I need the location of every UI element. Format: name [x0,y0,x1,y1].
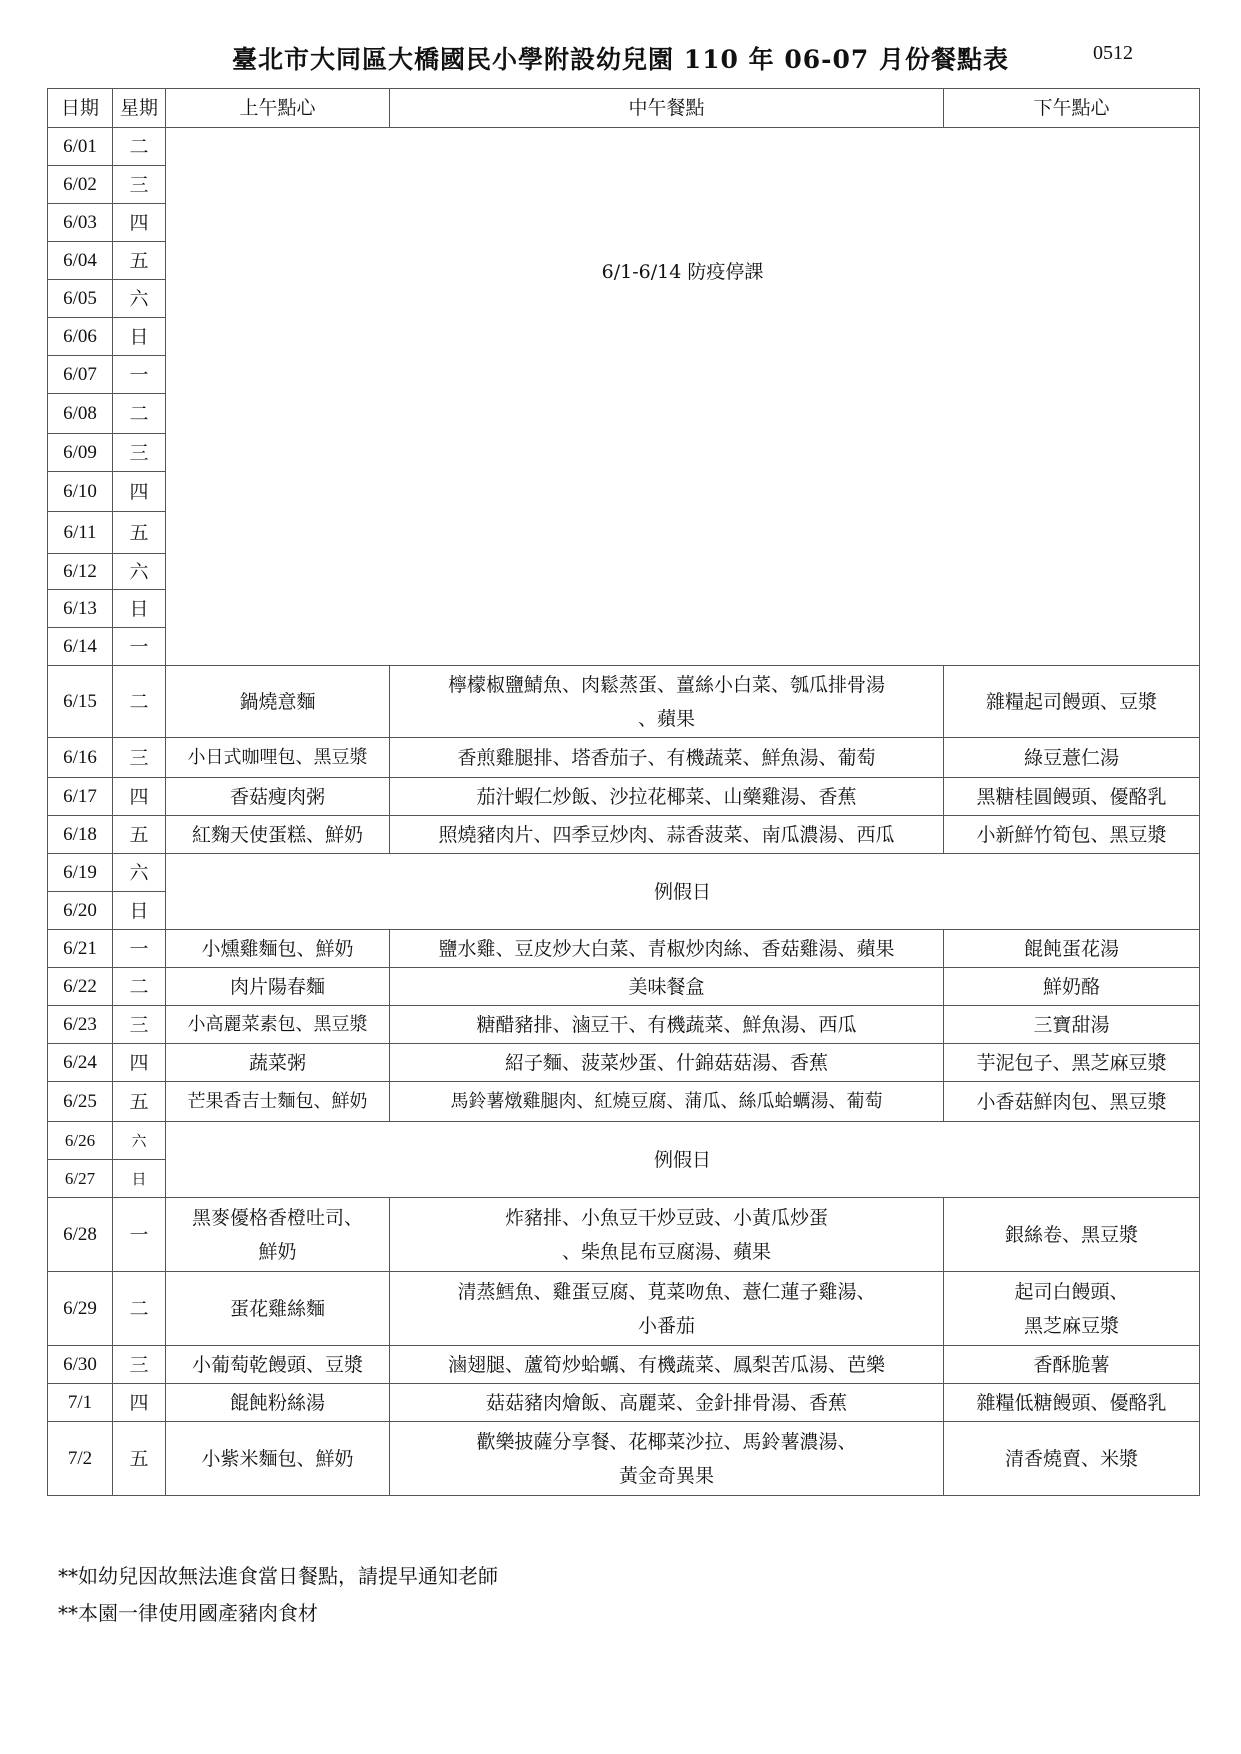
morning-snack-cell: 餛飩粉絲湯 [166,1384,390,1422]
table-row [48,1346,1200,1384]
document-code: 0512 [1093,42,1133,64]
table-row [48,1422,1200,1496]
afternoon-snack-cell: 雜糧低糖饅頭、優酪乳 [944,1384,1200,1422]
date-cell: 6/26 [48,1122,113,1160]
date-cell: 6/16 [48,738,113,778]
note-advance-notice: **如幼兒因故無法進食當日餐點，請提早通知老師 [58,1564,498,1588]
lunch-line: 炸豬排、小魚豆干炒豆豉、小黃瓜炒蛋 [504,1206,828,1229]
weekday-cell: 二 [113,128,166,166]
table-row [48,128,1200,166]
weekday-cell: 四 [113,778,166,816]
morning-snack-cell: 小燻雞麵包、鮮奶 [166,930,390,968]
morning-snack-cell [166,1198,390,1272]
morning-snack-cell: 肉片陽春麵 [166,968,390,1006]
weekday-cell: 日 [113,590,166,628]
afternoon-snack-cell: 黑糖桂圓饅頭、優酪乳 [944,778,1200,816]
header-weekday: 星期 [113,89,166,128]
lunch-cell [390,666,944,738]
weekday-cell: 一 [113,930,166,968]
weekday-cell: 一 [113,628,166,666]
date-cell: 7/1 [48,1384,113,1422]
closure-notice: 6/1-6/14 防疫停課 [166,128,1200,666]
date-cell: 6/17 [48,778,113,816]
table-row [48,968,1200,1006]
weekday-cell: 一 [113,1198,166,1272]
header-morning-snack: 上午點心 [166,89,390,128]
date-cell: 6/09 [48,434,113,472]
table-row [48,816,1200,854]
table-row [48,738,1200,778]
lunch-cell [390,1198,944,1272]
lunch-line: 、柴魚昆布豆腐湯、蘋果 [561,1240,771,1263]
morning-snack-cell: 蔬菜粥 [166,1044,390,1082]
lunch-cell: 香煎雞腿排、塔香茄子、有機蔬菜、鮮魚湯、葡萄 [390,738,944,778]
holiday-cell: 例假日 [166,854,1200,930]
afternoon-snack-cell: 鮮奶酪 [944,968,1200,1006]
weekday-cell: 二 [113,1272,166,1346]
afternoon-snack-cell [944,1272,1200,1346]
morning-snack-cell: 紅麴天使蛋糕、鮮奶 [166,816,390,854]
header-row [48,89,1200,128]
afternoon-snack-cell: 三寶甜湯 [944,1006,1200,1044]
table-row [48,1272,1200,1346]
date-cell: 6/05 [48,280,113,318]
afternoon-snack-cell: 餛飩蛋花湯 [944,930,1200,968]
lunch-cell [390,1272,944,1346]
weekday-cell: 四 [113,1384,166,1422]
lunch-cell: 菇菇豬肉燴飯、高麗菜、金針排骨湯、香蕉 [390,1384,944,1422]
weekday-cell: 三 [113,1006,166,1044]
weekday-cell: 六 [113,280,166,318]
weekday-cell: 日 [113,318,166,356]
weekday-cell: 四 [113,204,166,242]
morning-snack-cell: 鍋燒意麵 [166,666,390,738]
date-cell: 6/04 [48,242,113,280]
lunch-cell: 美味餐盒 [390,968,944,1006]
table-row [48,1044,1200,1082]
date-cell: 6/23 [48,1006,113,1044]
date-cell: 6/15 [48,666,113,738]
morning-line: 黑麥優格香橙吐司、 [191,1206,363,1229]
date-cell: 6/08 [48,394,113,434]
weekday-cell: 三 [113,434,166,472]
lunch-line: 檸檬椒鹽鯖魚、肉鬆蒸蛋、薑絲小白菜、瓠瓜排骨湯 [447,673,885,696]
morning-snack-cell: 小日式咖哩包、黑豆漿 [166,738,390,778]
lunch-line: 清蒸鱈魚、雞蛋豆腐、莧菜吻魚、薏仁蓮子雞湯、 [457,1280,876,1303]
date-cell: 6/01 [48,128,113,166]
weekday-cell: 日 [113,892,166,930]
date-cell: 6/25 [48,1082,113,1122]
table-row [48,778,1200,816]
lunch-cell: 照燒豬肉片、四季豆炒肉、蒜香菠菜、南瓜濃湯、西瓜 [390,816,944,854]
weekday-cell: 四 [113,1044,166,1082]
afternoon-snack-cell: 小香菇鮮肉包、黑豆漿 [944,1082,1200,1122]
header-date: 日期 [48,89,113,128]
weekday-cell: 一 [113,356,166,394]
lunch-cell: 糖醋豬排、滷豆干、有機蔬菜、鮮魚湯、西瓜 [390,1006,944,1044]
date-cell: 6/12 [48,554,113,590]
lunch-line: 、蘋果 [637,707,695,730]
lunch-line: 歡樂披薩分享餐、花椰菜沙拉、馬鈴薯濃湯、 [476,1430,857,1453]
date-cell: 6/06 [48,318,113,356]
date-cell: 6/11 [48,512,113,554]
morning-snack-cell: 小紫米麵包、鮮奶 [166,1422,390,1496]
weekday-cell: 二 [113,968,166,1006]
date-cell: 6/07 [48,356,113,394]
date-cell: 6/24 [48,1044,113,1082]
note-domestic-pork: **本園一律使用國產豬肉食材 [58,1601,318,1625]
lunch-cell: 馬鈴薯燉雞腿肉、紅燒豆腐、蒲瓜、絲瓜蛤蠣湯、葡萄 [390,1082,944,1122]
table-row [48,1384,1200,1422]
afternoon-snack-cell: 雜糧起司饅頭、豆漿 [944,666,1200,738]
weekday-cell: 三 [113,166,166,204]
date-cell: 6/10 [48,472,113,512]
lunch-cell: 茄汁蝦仁炒飯、沙拉花椰菜、山藥雞湯、香蕉 [390,778,944,816]
weekday-cell: 二 [113,394,166,434]
lunch-cell: 滷翅腿、蘆筍炒蛤蠣、有機蔬菜、鳳梨苦瓜湯、芭樂 [390,1346,944,1384]
weekday-cell: 五 [113,816,166,854]
weekday-cell: 二 [113,666,166,738]
afternoon-snack-cell: 芋泥包子、黑芝麻豆漿 [944,1044,1200,1082]
date-cell: 6/19 [48,854,113,892]
afternoon-snack-cell: 小新鮮竹筍包、黑豆漿 [944,816,1200,854]
morning-snack-cell: 小葡萄乾饅頭、豆漿 [166,1346,390,1384]
date-cell: 6/27 [48,1160,113,1198]
weekday-cell: 五 [113,1082,166,1122]
date-cell: 6/03 [48,204,113,242]
weekday-cell: 日 [113,1160,166,1198]
afternoon-snack-cell: 銀絲卷、黑豆漿 [944,1198,1200,1272]
date-cell: 6/30 [48,1346,113,1384]
table-row [48,1082,1200,1122]
afternoon-line: 起司白饅頭、 [1014,1280,1129,1303]
table-row [48,1006,1200,1044]
weekday-cell: 三 [113,738,166,778]
header-afternoon-snack: 下午點心 [944,89,1200,128]
weekday-cell: 六 [113,1122,166,1160]
morning-snack-cell: 香菇瘦肉粥 [166,778,390,816]
date-cell: 6/28 [48,1198,113,1272]
meal-schedule-table [47,88,1200,1496]
morning-line: 鮮奶 [258,1240,297,1263]
afternoon-line: 黑芝麻豆漿 [1023,1314,1119,1337]
weekday-cell: 六 [113,854,166,892]
afternoon-snack-cell: 清香燒賣、米漿 [944,1422,1200,1496]
table-row [48,854,1200,892]
header-lunch: 中午餐點 [390,89,944,128]
afternoon-snack-cell: 香酥脆薯 [944,1346,1200,1384]
table-row [48,930,1200,968]
date-cell: 6/14 [48,628,113,666]
afternoon-snack-cell: 綠豆薏仁湯 [944,738,1200,778]
table-row [48,1198,1200,1272]
morning-snack-cell: 芒果香吉士麵包、鮮奶 [166,1082,390,1122]
date-cell: 6/22 [48,968,113,1006]
date-cell: 6/02 [48,166,113,204]
date-cell: 6/20 [48,892,113,930]
weekday-cell: 四 [113,472,166,512]
page-title: 臺北市大同區大橋國民小學附設幼兒園 110 年 06-07 月份餐點表 [232,45,1009,74]
weekday-cell: 五 [113,512,166,554]
date-cell: 6/29 [48,1272,113,1346]
date-cell: 6/13 [48,590,113,628]
lunch-line: 黃金奇異果 [618,1464,714,1487]
lunch-cell: 紹子麵、菠菜炒蛋、什錦菇菇湯、香蕉 [390,1044,944,1082]
lunch-line: 小番茄 [637,1314,695,1337]
weekday-cell: 三 [113,1346,166,1384]
weekday-cell: 五 [113,242,166,280]
date-cell: 7/2 [48,1422,113,1496]
weekday-cell: 六 [113,554,166,590]
date-cell: 6/18 [48,816,113,854]
weekday-cell: 五 [113,1422,166,1496]
date-cell: 6/21 [48,930,113,968]
table-row [48,666,1200,738]
lunch-cell: 鹽水雞、豆皮炒大白菜、青椒炒肉絲、香菇雞湯、蘋果 [390,930,944,968]
lunch-cell [390,1422,944,1496]
holiday-cell: 例假日 [166,1122,1200,1198]
morning-snack-cell: 小高麗菜素包、黑豆漿 [166,1006,390,1044]
morning-snack-cell: 蛋花雞絲麵 [166,1272,390,1346]
table-row [48,1122,1200,1160]
